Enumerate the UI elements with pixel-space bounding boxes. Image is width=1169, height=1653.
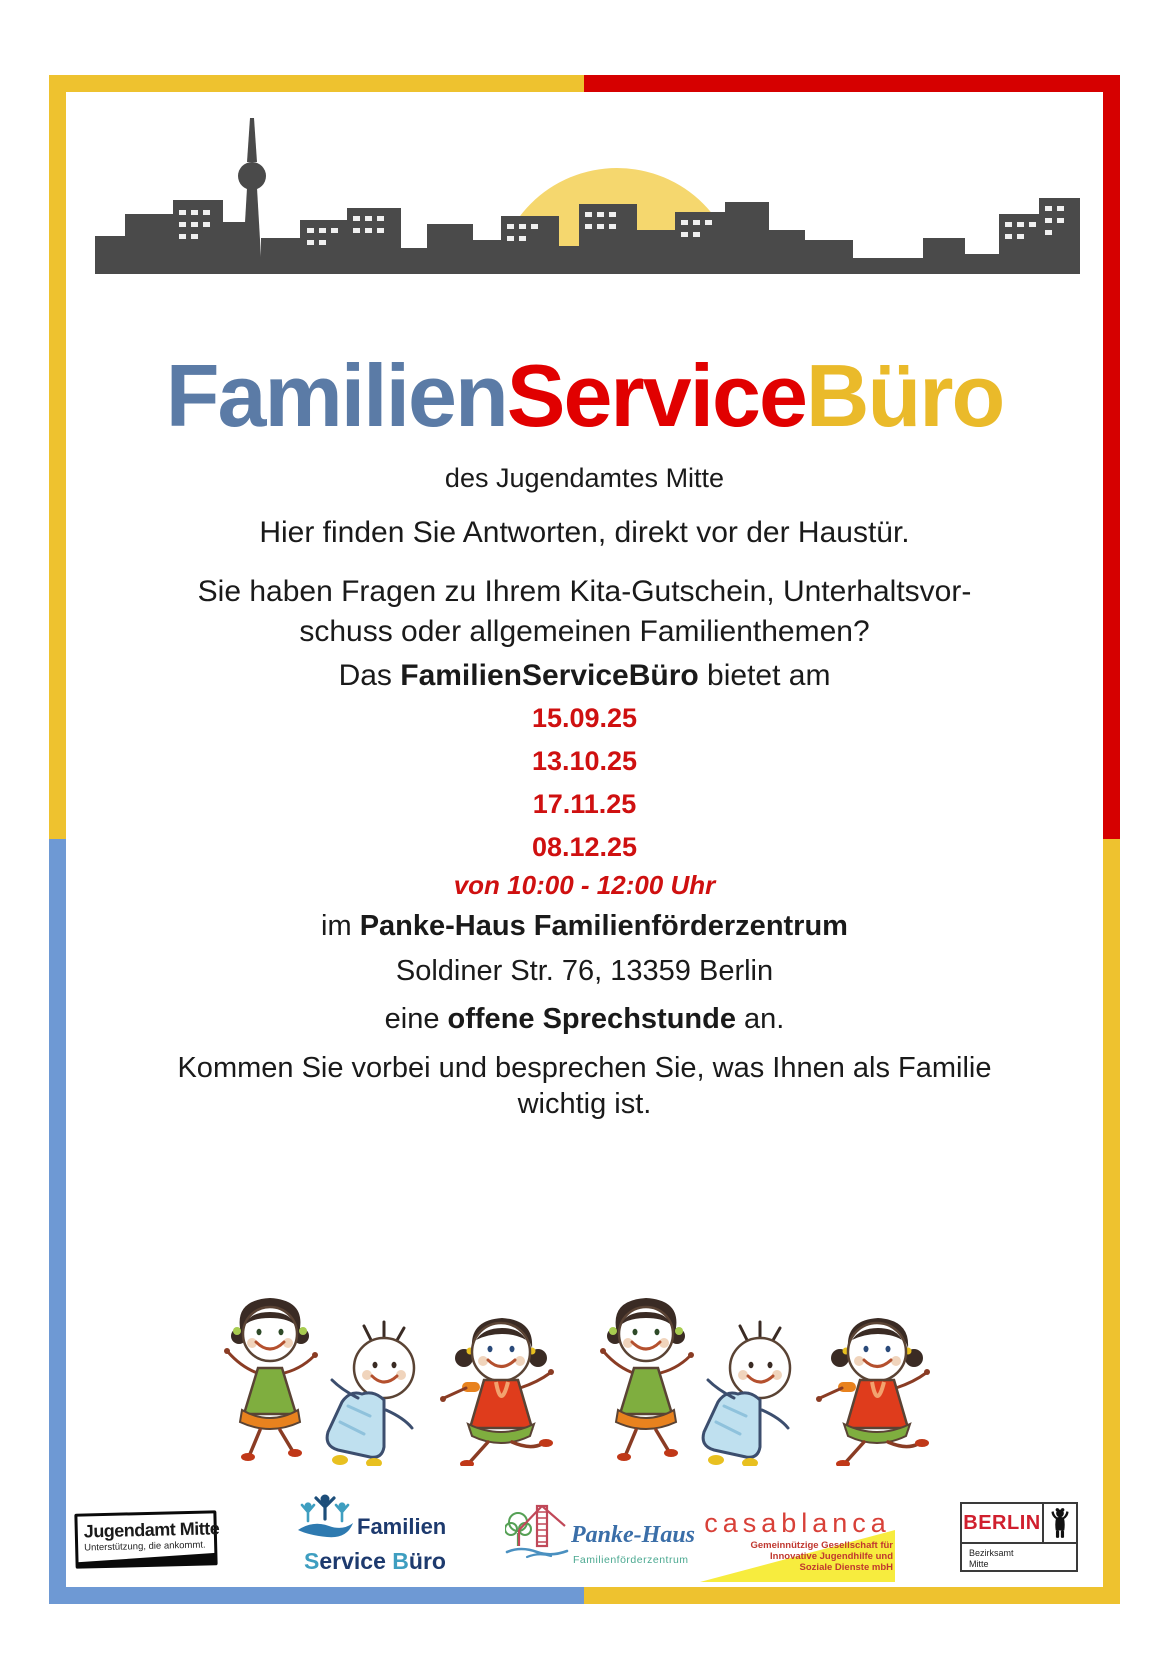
fsb-b: B <box>392 1548 409 1574</box>
casablanca-name: casablanca <box>704 1508 891 1538</box>
berlin-wordmark: BERLIN <box>963 1512 1041 1534</box>
location-line <box>66 908 1103 944</box>
date-4: 08.12.25 <box>531 832 638 862</box>
intro-line: Hier finden Sie Antworten, direkt vor der Haustür. <box>259 516 910 549</box>
fsb-word-servicebuero <box>295 1548 455 1575</box>
logo-jugendamt-mitte <box>74 1510 220 1568</box>
service-line <box>66 1001 1103 1037</box>
service-post: an. <box>735 1003 785 1035</box>
offer-line <box>66 657 1103 695</box>
frame-left-top-yellow <box>49 75 66 839</box>
berlin-bear-icon <box>1049 1507 1071 1539</box>
casablanca-line-1: Gemeinnützige Gesellschaft für <box>750 1540 893 1551</box>
panke-subtitle: Familienförderzentrum <box>573 1554 689 1566</box>
logo-casablanca <box>700 1508 895 1582</box>
berlin-bezirksamt: Bezirksamt <box>969 1548 1014 1558</box>
berlin-mitte: Mitte <box>969 1559 989 1569</box>
title-part-buero: Büro <box>805 346 1004 445</box>
children-illustration-left <box>212 1276 587 1466</box>
logo-familienservicebuero <box>295 1492 455 1592</box>
subtitle: des Jugendamtes Mitte <box>444 463 725 493</box>
children-illustration-right <box>588 1276 963 1466</box>
date-2: 13.10.25 <box>531 746 638 776</box>
panke-name: Panke-Haus <box>571 1522 696 1548</box>
fsb-word-familien: Familien <box>357 1514 447 1539</box>
fsb-uero: üro <box>408 1548 446 1574</box>
casablanca-line-2: Innovative Jugendhilfe und <box>770 1551 893 1562</box>
fsb-people-hand-icon <box>295 1492 357 1547</box>
frame-bottom-right-yellow <box>584 1587 1120 1604</box>
address-line: Soldiner Str. 76, 13359 Berlin <box>395 955 774 987</box>
time-line: von 10:00 - 12:00 Uhr <box>453 870 716 900</box>
question-line-2: schuss oder allgemeinen Familienthemen? <box>299 615 870 648</box>
jugendamt-subtitle: Unterstützung, die ankommt. <box>84 1539 206 1554</box>
fsb-ervice: ervice <box>319 1548 393 1574</box>
location-pre: im <box>321 910 360 942</box>
closing-line-2: wichtig ist. <box>517 1088 652 1120</box>
page-title <box>66 346 1103 445</box>
service-pre: eine <box>384 1003 448 1035</box>
berlin-skyline-illustration <box>95 118 1080 274</box>
panke-tree-bridge-icon <box>505 1500 569 1560</box>
casablanca-line-3: Soziale Dienste mbH <box>799 1562 893 1573</box>
offer-bold: FamilienServiceBüro <box>400 659 699 692</box>
question-line-1: Sie haben Fragen zu Ihrem Kita-Gutschein, Unterhaltsvor- <box>197 575 972 608</box>
title-part-familien: Familien <box>165 346 507 445</box>
offer-post: bietet am <box>698 659 831 692</box>
closing-line-1: Kommen Sie vorbei und besprechen Sie, was Ihnen als Familie <box>177 1052 992 1084</box>
frame-right-bottom-yellow <box>1103 839 1120 1604</box>
location-bold: Panke-Haus Familienförderzentrum <box>359 910 848 942</box>
jugendamt-title: Jugendamt Mitte <box>83 1518 220 1542</box>
girl-red-dress <box>440 1318 554 1466</box>
frame-top-left-yellow <box>49 75 584 92</box>
logo-panke-haus <box>505 1498 695 1588</box>
logo-berlin-bezirksamt <box>960 1502 1078 1572</box>
frame-right-top-red <box>1103 75 1120 839</box>
berlin-logo-top <box>962 1504 1076 1544</box>
frame-left-bottom-blue <box>49 839 66 1604</box>
offer-pre: Das <box>338 659 401 692</box>
date-3: 17.11.25 <box>532 789 637 819</box>
jugendamt-swoosh <box>77 1552 215 1566</box>
berlin-bear-cell <box>1042 1504 1076 1542</box>
toddler-blue-overalls <box>327 1322 414 1466</box>
date-1: 15.09.25 <box>531 703 638 733</box>
girl-green-dress <box>224 1298 318 1461</box>
berlin-subtitle <box>969 1548 1014 1570</box>
frame-top-right-red <box>584 75 1120 92</box>
casablanca-subtitle <box>750 1540 893 1573</box>
title-part-service: Service <box>506 346 806 445</box>
fsb-s: S <box>304 1548 320 1574</box>
service-bold: offene Sprechstunde <box>447 1003 736 1035</box>
